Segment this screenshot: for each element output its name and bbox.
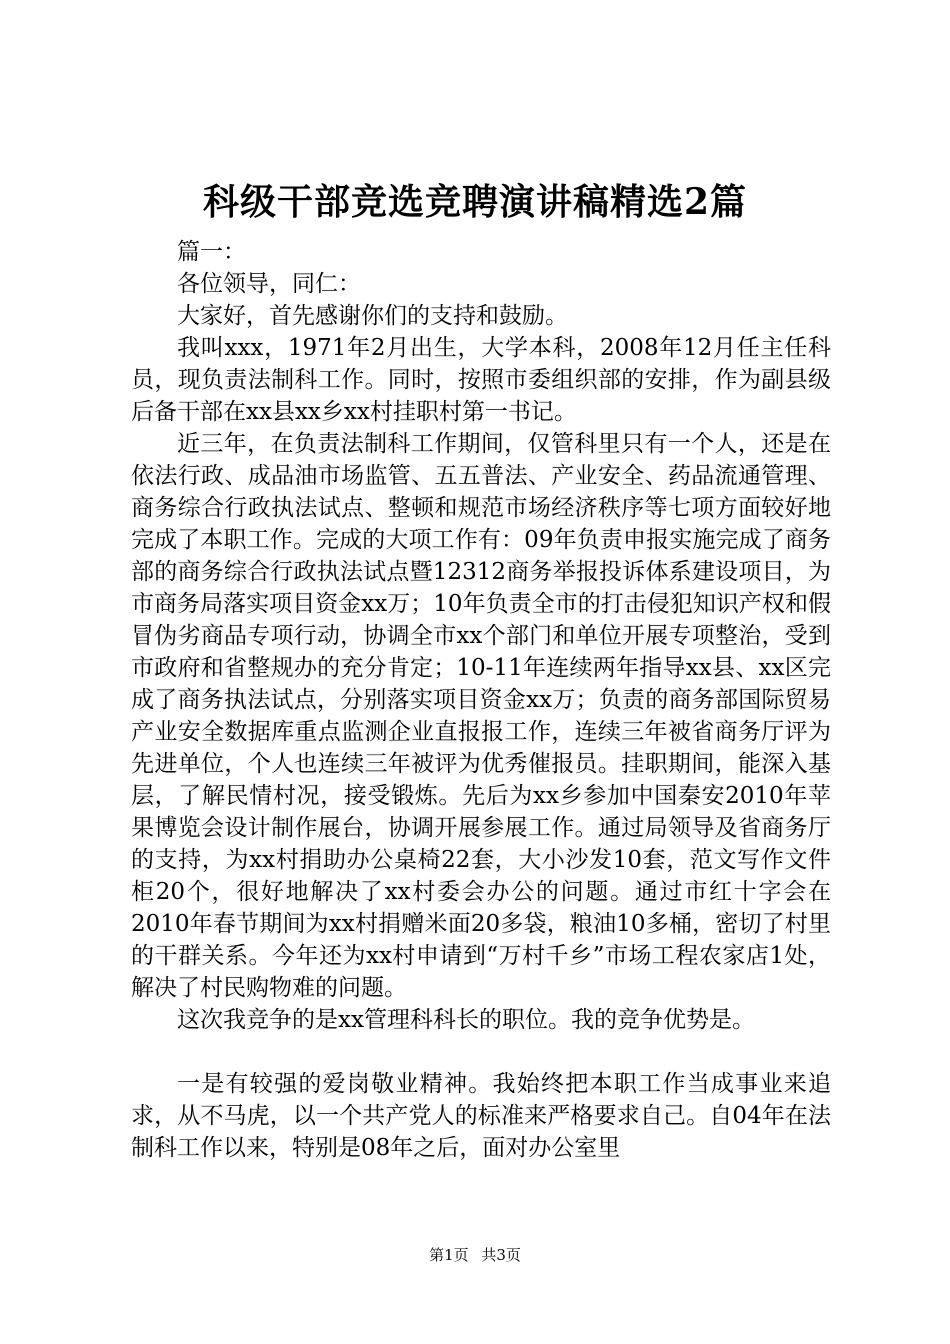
paragraph-greeting: 大家好，首先感谢你们的支持和鼓励。 [177,303,568,329]
paragraph-position: 这次我竞争的是xx管理科科长的职位。我的竞争优势是。 [177,1007,755,1033]
paragraph-work-record: 近三年，在负责法制科工作期间，仅管科里只有一个人，还是在依法行政、成品油市场监管、五五普法、产业安全、药品流通管理、商务综合行政执法试点、整顿和规范市场经济秩序等七项方面较好地完成了本职工作。完成的大项工作有：09年负责申报实施完成了商务部的商务综合行政执法试点暨12312商务举报投诉体系建设项目，为市商务局落实项目资金xx万；10年负责全市的打击侵犯知识产权和假冒伪劣商品专项行动，协调全市xx个部门和单位开展专项整治，受到市政府和省整规办的充分肯定；10-11年连续两年指导xx县、xx区完成了商务执法试点，分别落实项目资金xx万；负责的商务部国际贸易产业安全数据库重点监测企业直报报工作，连续三年被省商务厅评为先进单位，个人也连续三年被评为优秀催报员。挂职期间，能深入基层，了解民情村况，接受锻炼。先后为xx乡参加中国秦安2010年苹果博览会设计制作展台，协调开展参展工作。通过局领导及省商务厅的支持，为xx村捐助办公桌椅22套，大小沙发10套，范文写作文件柜20个，很好地解决了xx村委会办公的问题。通过市红十字会在2010年春节期间为xx村捐赠米面20多袋，粮油10多桶，密切了村里的干群关系。今年还为xx村申请到“万村千乡”市场工程农家店1处，解决了村民购物难的问题。 [131,431,831,1001]
paragraph-advantage-one: 一是有较强的爱岗敬业精神。我始终把本职工作当成事业来追求，从不马虎，以一个共产党人的标准来严格要求自己。自04年在法制科工作以来，特别是08年之后，面对办公室里 [131,1071,831,1161]
document-body [131,236,831,1164]
section-label: 篇一： [177,239,246,265]
page-title: 科级干部竞选竞聘演讲稿精选2篇 [202,181,748,223]
paragraph-introduction: 我叫xxx，1971年2月出生，大学本科，2008年12月任主任科员，现负责法制科工作。同时，按照市委组织部的安排，作为副县级后备干部在xx县xx乡xx村挂职村第一书记。 [131,335,831,425]
page-footer [0,1245,950,1265]
page-number: 第1页 [429,1246,469,1264]
page-total: 共3页 [481,1246,521,1264]
salutation: 各位领导，同仁： [177,271,361,297]
